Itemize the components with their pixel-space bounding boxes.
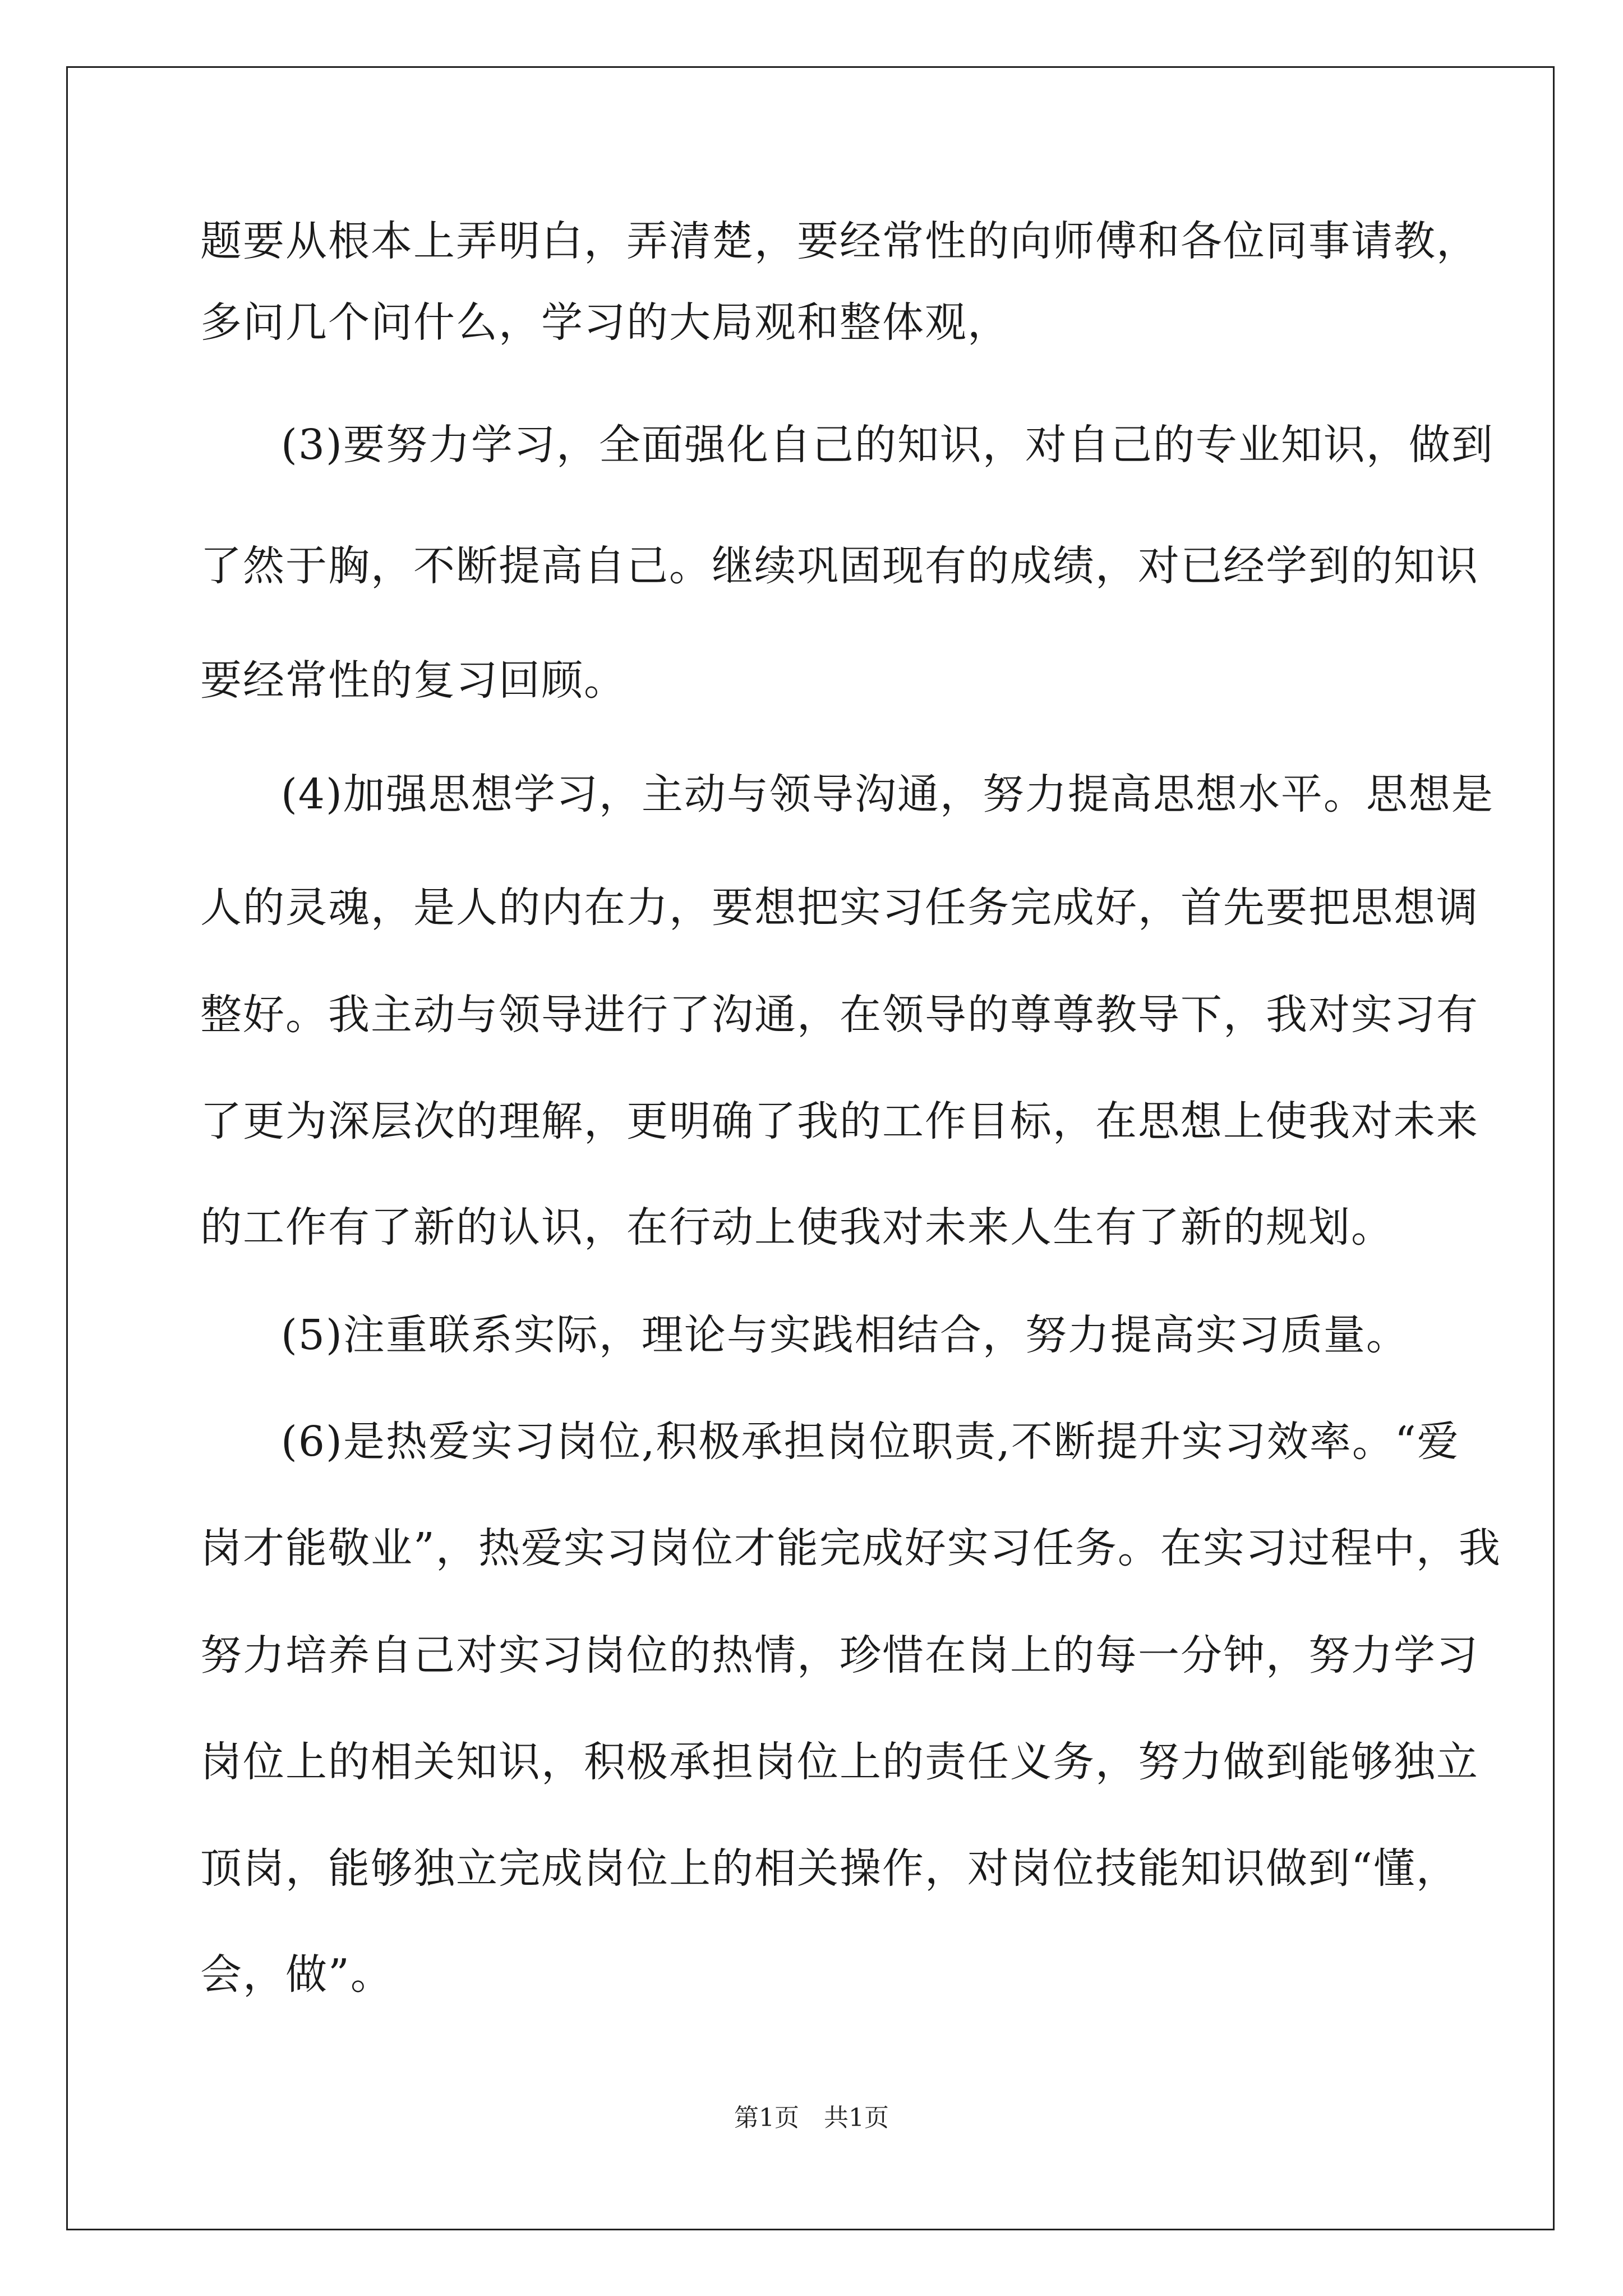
text-line: 会，做”。 (200, 1950, 393, 1999)
paragraph-4-start: (4)加强思想学习，主动与领导沟通，努力提高思想水平。思想是 (281, 770, 1494, 818)
text-line: 岗才能敬业”，热爱实习岗位才能完成好实习任务。在实习过程中，我 (200, 1524, 1501, 1572)
text-line: 努力培养自己对实习岗位的热情，珍惜在岗上的每一分钟，努力学习 (200, 1631, 1479, 1680)
page-number-total: 共1页 (824, 2104, 889, 2132)
text-line: 题要从根本上弄明白，弄清楚，要经常性的向师傅和各位同事请教， (200, 217, 1479, 265)
page-footer (0, 2102, 1623, 2134)
text-line: 了然于胸，不断提高自己。继续巩固现有的成绩，对已经学到的知识 (200, 542, 1479, 590)
page-number-current: 第1页 (734, 2104, 799, 2132)
text-line: 了更为深层次的理解，更明确了我的工作目标，在思想上使我对未来 (200, 1097, 1479, 1145)
text-line: 人的灵魂，是人的内在力，要想把实习任务完成好，首先要把思想调 (200, 884, 1479, 932)
text-line: 的工作有了新的认识，在行动上使我对未来人生有了新的规划。 (200, 1203, 1394, 1251)
text-line: 顶岗，能够独立完成岗位上的相关操作，对岗位技能知识做到“懂， (200, 1844, 1459, 1893)
paragraph-6-start: (6)是热爱实习岗位,积极承担岗位职责,不断提升实习效率。“爱 (281, 1418, 1460, 1466)
paragraph-3-start: (3)要努力学习，全面强化自己的知识，对自己的专业知识，做到 (281, 421, 1494, 469)
text-line: 多问几个问什么，学习的大局观和整体观， (200, 298, 1010, 347)
paragraph-5-start: (5)注重联系实际，理论与实践相结合，努力提高实习质量。 (281, 1311, 1409, 1359)
text-line: 要经常性的复习回顾。 (200, 656, 626, 705)
page-border (66, 66, 1555, 2230)
text-line: 整好。我主动与领导进行了沟通，在领导的尊尊教导下，我对实习有 (200, 991, 1479, 1039)
text-line: 岗位上的相关知识，积极承担岗位上的责任义务，努力做到能够独立 (200, 1738, 1479, 1786)
